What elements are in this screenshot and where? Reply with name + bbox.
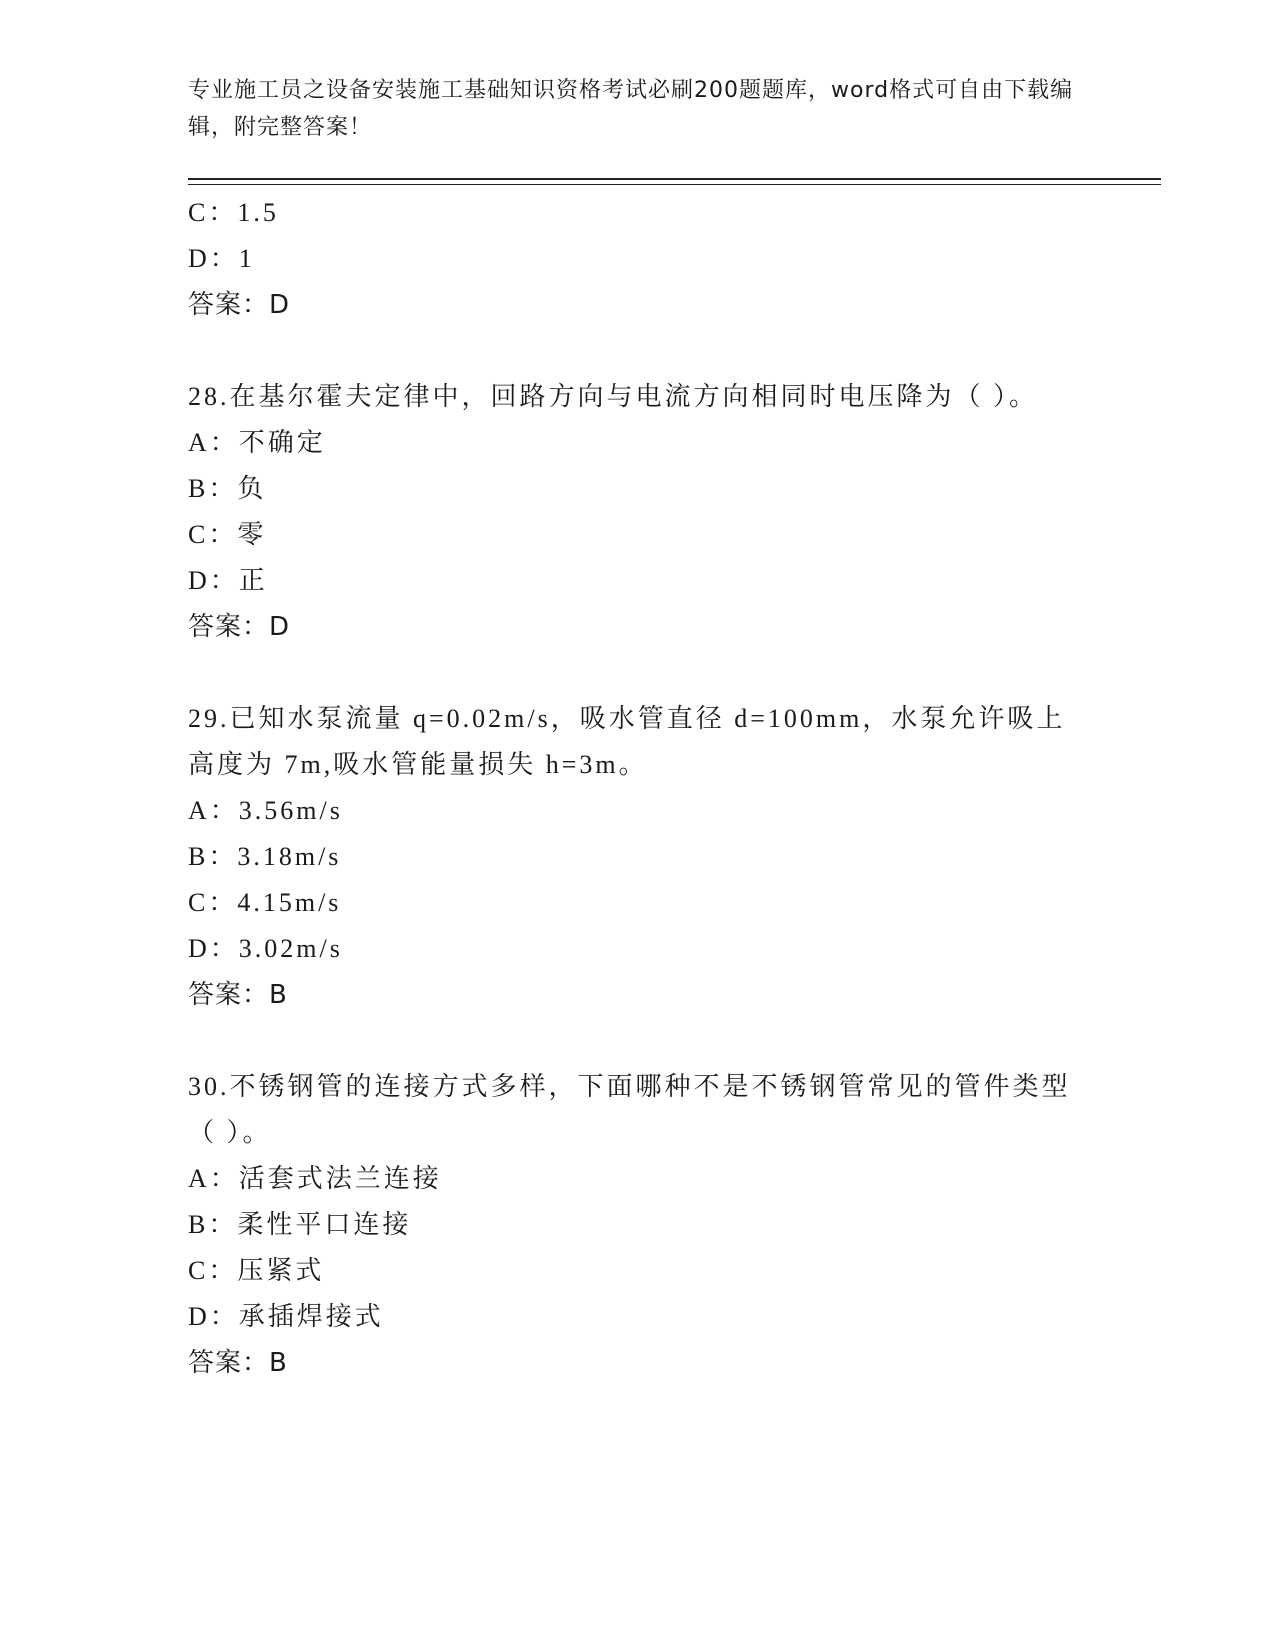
option-a: A：不确定 — [188, 428, 326, 457]
answer-line: 答案：B — [188, 980, 288, 1010]
question-list — [188, 190, 1088, 1386]
header-divider-bottom — [188, 184, 1161, 185]
question-29-text: 29.已知水泵流量 q=0.02m/s，吸水管直径 d=100mm，水泵允许吸上高度为 7m,吸水管能量损失 h=3m。 — [188, 704, 1066, 779]
answer-line: 答案：B — [188, 1348, 288, 1378]
option-c: C：零 — [188, 520, 267, 549]
option-a: A：3.56m/s — [188, 796, 343, 825]
option-b: B：3.18m/s — [188, 842, 342, 871]
question-28-text: 28.在基尔霍夫定律中，回路方向与电流方向相同时电压降为（ ）。 — [188, 382, 1039, 411]
spacer — [188, 650, 1088, 696]
document-header: 专业施工员之设备安装施工基础知识资格考试必刷200题题库，word格式可自由下载编辑，附完整答案！ — [188, 78, 1074, 140]
option-a: A：活套式法兰连接 — [188, 1164, 442, 1193]
option-d: D：3.02m/s — [188, 934, 343, 963]
spacer — [188, 1018, 1088, 1064]
option-d: D：承插焊接式 — [188, 1302, 384, 1331]
question-30-text: 30.不锈钢管的连接方式多样，下面哪种不是不锈钢管常见的管件类型（ ）。 — [188, 1072, 1071, 1147]
option-b: B：柔性平口连接 — [188, 1210, 412, 1239]
option-c: C：1.5 — [188, 198, 279, 227]
option-c: C：4.15m/s — [188, 888, 342, 917]
option-b: B：负 — [188, 474, 267, 503]
option-d: D：正 — [188, 566, 268, 595]
spacer — [188, 328, 1088, 374]
header-divider-top — [188, 178, 1161, 180]
answer-line: 答案：D — [188, 290, 291, 320]
option-c: C：压紧式 — [188, 1256, 325, 1285]
answer-line: 答案：D — [188, 612, 291, 642]
option-d: D：1 — [188, 244, 255, 273]
